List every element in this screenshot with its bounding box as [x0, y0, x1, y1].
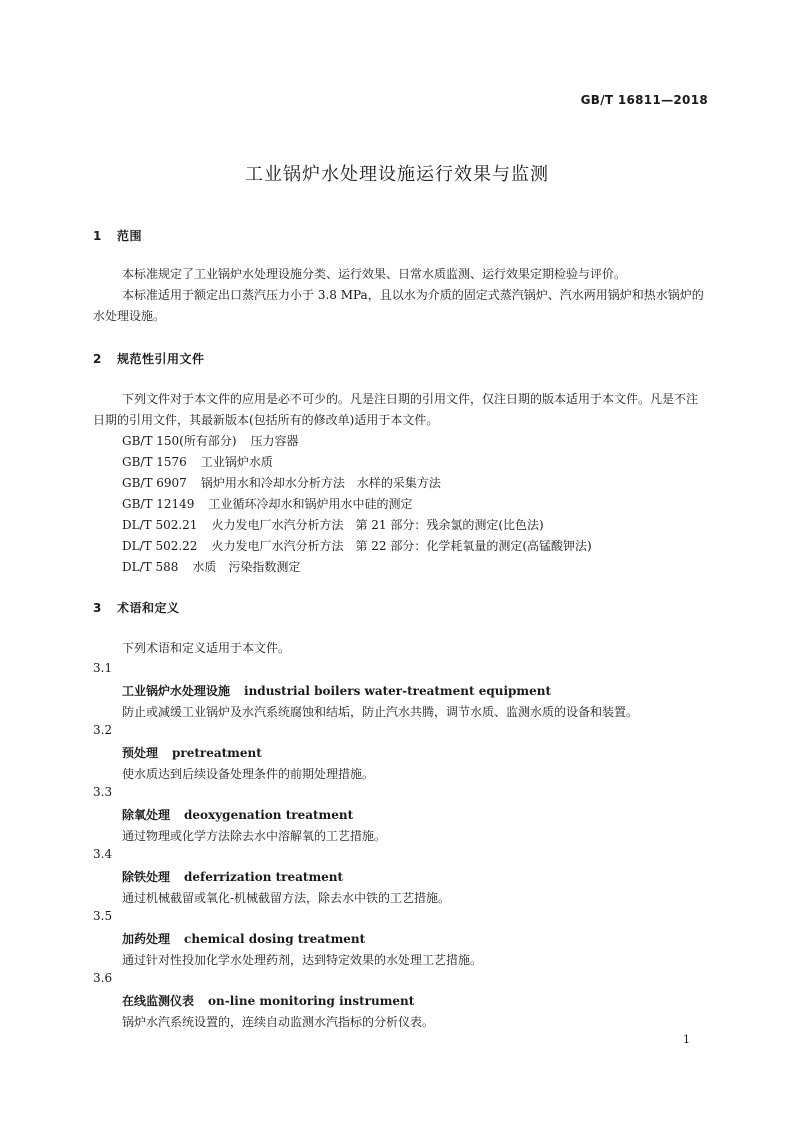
reference-code: DL/T 588	[122, 560, 179, 574]
term-zh: 除铁处理	[122, 870, 171, 884]
section-2-heading	[93, 350, 205, 367]
section-title: 规范性引用文件	[117, 352, 205, 366]
term-number: 3.4	[93, 847, 113, 861]
term-en: deoxygenation treatment	[184, 808, 354, 822]
term-zh: 工业锅炉水处理设施	[122, 684, 231, 698]
section-title: 术语和定义	[117, 601, 180, 615]
term-zh: 加药处理	[122, 932, 171, 946]
term-zh: 在线监测仪表	[122, 994, 195, 1008]
reference-item	[122, 432, 299, 449]
term-definition: 使水质达到后续设备处理条件的前期处理措施。	[122, 767, 375, 781]
reference-name: 锅炉用水和冷却水分析方法 水样的采集方法	[200, 476, 441, 490]
term-number: 3.3	[93, 785, 113, 799]
reference-code: GB/T 150(所有部分)	[122, 434, 237, 448]
scope-paragraph-2: 本标准适用于额定出口蒸汽压力小于 3.8 MPa，且以水为介质的固定式蒸汽锅炉、汽水两用锅炉和热水锅炉的水处理设施。	[93, 288, 704, 323]
reference-code: DL/T 502.22	[122, 539, 198, 553]
term-title	[122, 992, 414, 1009]
standard-code: GB/T 16811—2018	[580, 93, 708, 107]
document-title: 工业锅炉水处理设施运行效果与监测	[245, 164, 549, 185]
reference-name: 火力发电厂水汽分析方法 第 21 部分：残余氯的测定(比色法)	[211, 518, 544, 532]
term-number: 3.1	[93, 661, 113, 675]
term-definition: 通过机械截留或氧化-机械截留方法，除去水中铁的工艺措施。	[122, 891, 451, 905]
reference-name: 工业循环冷却水和锅炉用水中硅的测定	[208, 497, 413, 511]
term-title	[122, 744, 262, 761]
term-en: chemical dosing treatment	[184, 932, 366, 946]
term-title	[122, 868, 343, 885]
term-zh: 除氧处理	[122, 808, 171, 822]
term-title	[122, 682, 551, 699]
term-number: 3.6	[93, 971, 113, 985]
term-number: 3.5	[93, 909, 113, 923]
reference-item	[122, 516, 544, 533]
section-1-heading	[93, 227, 142, 244]
scope-paragraph-1: 本标准规定了工业锅炉水处理设施分类、运行效果、日常水质监测、运行效果定期检验与评价。	[122, 267, 627, 281]
term-zh: 预处理	[122, 746, 159, 760]
reference-code: DL/T 502.21	[122, 518, 198, 532]
reference-name: 工业锅炉水质	[200, 455, 273, 469]
reference-item	[122, 558, 300, 575]
reference-code: GB/T 6907	[122, 476, 187, 490]
section-3-heading	[93, 599, 180, 616]
term-en: deferrization treatment	[184, 870, 344, 884]
term-title	[122, 806, 353, 823]
reference-item	[122, 495, 412, 512]
term-definition: 通过针对性投加化学水处理药剂，达到特定效果的水处理工艺措施。	[122, 953, 483, 967]
terms-intro: 下列术语和定义适用于本文件。	[122, 641, 291, 655]
references-intro: 下列文件对于本文件的应用是必不可少的。凡是注日期的引用文件，仅注日期的版本适用于本文件。凡是不注日期的引用文件，其最新版本(包括所有的修改单)适用于本文件。	[93, 392, 699, 427]
term-definition: 防止或减缓工业锅炉及水汽系统腐蚀和结垢，防止汽水共腾，调节水质、监测水质的设备和装置。	[122, 705, 639, 719]
reference-name: 压力容器	[250, 434, 299, 448]
reference-item	[122, 474, 441, 491]
term-title	[122, 930, 365, 947]
page-number: 1	[683, 1033, 690, 1046]
section-number: 2	[93, 352, 102, 366]
term-en: pretreatment	[172, 746, 262, 760]
reference-code: GB/T 1576	[122, 455, 187, 469]
term-number: 3.2	[93, 723, 113, 737]
reference-item	[122, 537, 592, 554]
term-en: industrial boilers water-treatment equipment	[244, 684, 551, 698]
term-en: on-line monitoring instrument	[208, 994, 415, 1008]
reference-item	[122, 453, 273, 470]
section-title: 范围	[117, 229, 143, 243]
term-definition: 通过物理或化学方法除去水中溶解氧的工艺措施。	[122, 829, 387, 843]
reference-code: GB/T 12149	[122, 497, 195, 511]
section-number: 1	[93, 229, 102, 243]
term-definition: 锅炉水汽系统设置的，连续自动监测水汽指标的分析仪表。	[122, 1015, 435, 1029]
reference-name: 火力发电厂水汽分析方法 第 22 部分：化学耗氧量的测定(高锰酸钾法)	[211, 539, 592, 553]
section-number: 3	[93, 601, 102, 615]
reference-name: 水质 污染指数测定	[192, 560, 301, 574]
